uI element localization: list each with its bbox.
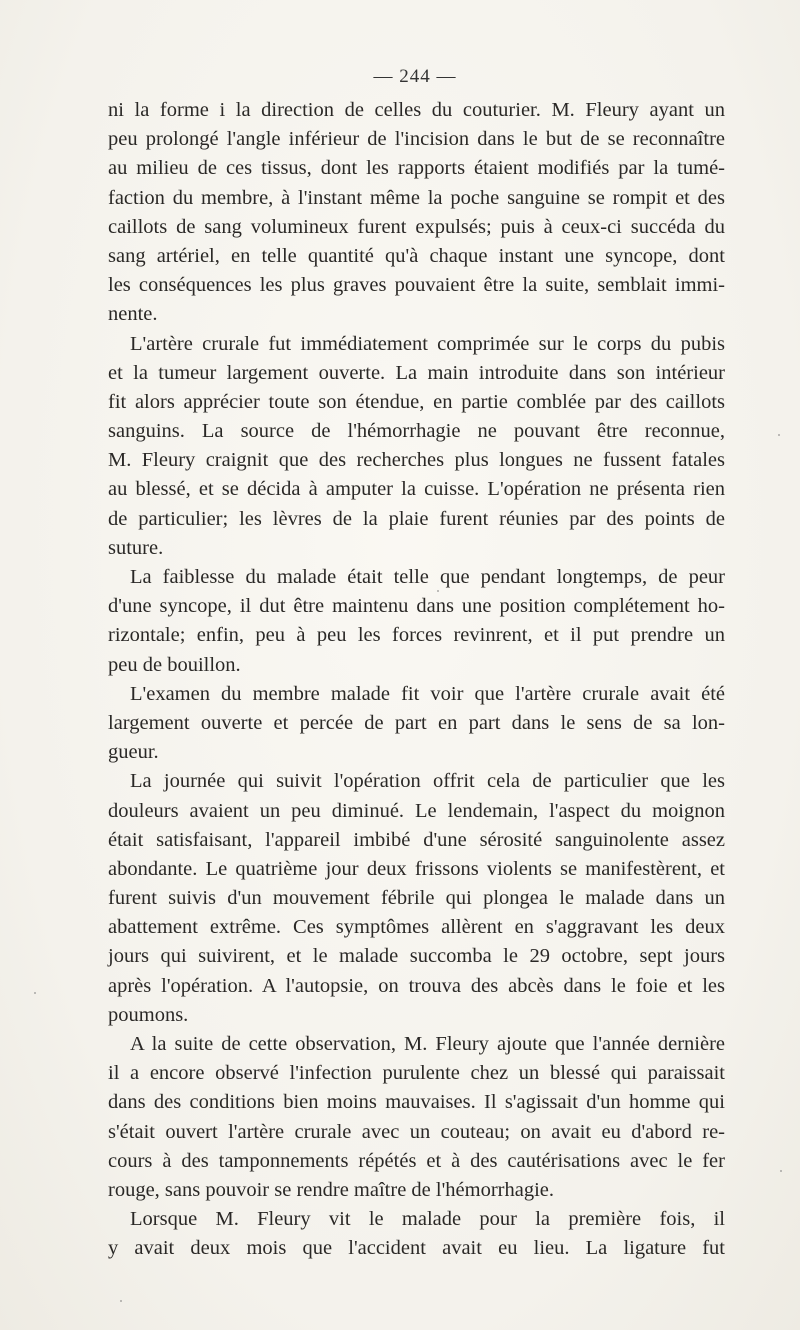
text-line: faction du membre, à l'instant même la poche sanguine se rompit et des xyxy=(108,186,725,209)
text-line: rizontale; enfin, peu à peu les forces revinrent, et il put prendre un xyxy=(108,624,725,647)
paper-speck xyxy=(778,434,780,436)
paper-speck xyxy=(780,1170,782,1172)
text-line: suture. xyxy=(108,536,164,559)
text-line: M. Fleury craignit que des recherches plus longues ne fussent fatales xyxy=(108,449,725,472)
text-line: jours qui suivirent, et le malade succomba le 29 octobre, sept jours xyxy=(108,945,725,968)
paper-speck xyxy=(34,992,36,994)
text-line: ni la forme i la direction de celles du couturier. M. Fleury ayant un xyxy=(108,99,725,121)
paper-speck xyxy=(120,1300,122,1302)
text-line: fit alors apprécier toute son étendue, en partie comblée par des caillots xyxy=(108,390,725,413)
text-line: La journée qui suivit l'opération offrit cela de particulier que les xyxy=(130,770,725,793)
text-line: était satisfaisant, l'appareil imbibé d'une sérosité sanguinolente assez xyxy=(108,828,725,851)
text-line: d'une syncope, il dut être maintenu dans une position complétement ho- xyxy=(108,595,725,618)
text-line: abondante. Le quatrième jour deux frissons violents se manifestèrent, et xyxy=(108,857,725,880)
text-line: sang artériel, en telle quantité qu'à chaque instant une syncope, dont xyxy=(108,244,725,267)
text-line: furent suivis d'un mouvement fébrile qui plongea le malade dans un xyxy=(108,887,725,910)
text-line: les conséquences les plus graves pouvaient être la suite, semblait immi- xyxy=(108,274,725,297)
page-number: — 244 — xyxy=(373,66,457,87)
text-line: y avait deux mois que l'accident avait eu lieu. La ligature fut xyxy=(108,1237,725,1260)
text-line: L'examen du membre malade fit voir que l'artère crurale avait été xyxy=(130,682,725,705)
text-line: L'artère crurale fut immédiatement comprimée sur le corps du pubis xyxy=(130,332,725,355)
text-line: nente. xyxy=(108,303,158,326)
text-line: A la suite de cette observation, M. Fleury ajoute que l'année dernière xyxy=(130,1033,725,1055)
text-line: après l'opération. A l'autopsie, on trouva des abcès dans le foie et les xyxy=(108,974,725,997)
body-text xyxy=(108,96,725,1264)
text-line: caillots de sang volumineux furent expulsés; puis à ceux-ci succéda du xyxy=(108,215,725,238)
text-line: douleurs avaient un peu diminué. Le lendemain, l'aspect du moignon xyxy=(108,799,725,822)
paper-speck xyxy=(437,590,439,592)
text-line: au blessé, et se décida à amputer la cuisse. L'opération ne présenta rien xyxy=(108,478,725,501)
text-line: dans des conditions bien moins mauvaises. Il s'agissait d'un homme qui xyxy=(108,1091,725,1114)
text-line: rouge, sans pouvoir se rendre maître de l'hémorrhagie. xyxy=(108,1178,554,1201)
text-line: de particulier; les lèvres de la plaie furent réunies par des points de xyxy=(108,507,725,530)
text-line: cours à des tamponnements répétés et à des cautérisations avec le fer xyxy=(108,1149,725,1172)
text-line: sanguins. La source de l'hémorrhagie ne pouvant être reconnue, xyxy=(108,420,725,443)
text-line: il a encore observé l'infection purulente chez un blessé qui paraissait xyxy=(108,1062,725,1085)
text-line: au milieu de ces tissus, dont les rapports étaient modifiés par la tumé- xyxy=(108,157,725,180)
text-line: s'était ouvert l'artère crurale avec un couteau; on avait eu d'abord re- xyxy=(108,1120,725,1143)
text-line: peu de bouillon. xyxy=(108,653,241,676)
text-line: poumons. xyxy=(108,1003,189,1026)
text-line: largement ouverte et percée de part en part dans le sens de sa lon- xyxy=(108,711,725,734)
text-line: et la tumeur largement ouverte. La main introduite dans son intérieur xyxy=(108,361,725,384)
text-line: gueur. xyxy=(108,741,159,764)
text-line: abattement extrême. Ces symptômes allèrent en s'aggravant les deux xyxy=(108,916,725,939)
text-line: La faiblesse du malade était telle que pendant longtemps, de peur xyxy=(130,566,725,588)
text-line: peu prolongé l'angle inférieur de l'incision dans le but de se reconnaître xyxy=(108,128,725,151)
text-line: Lorsque M. Fleury vit le malade pour la première fois, il xyxy=(130,1208,725,1231)
